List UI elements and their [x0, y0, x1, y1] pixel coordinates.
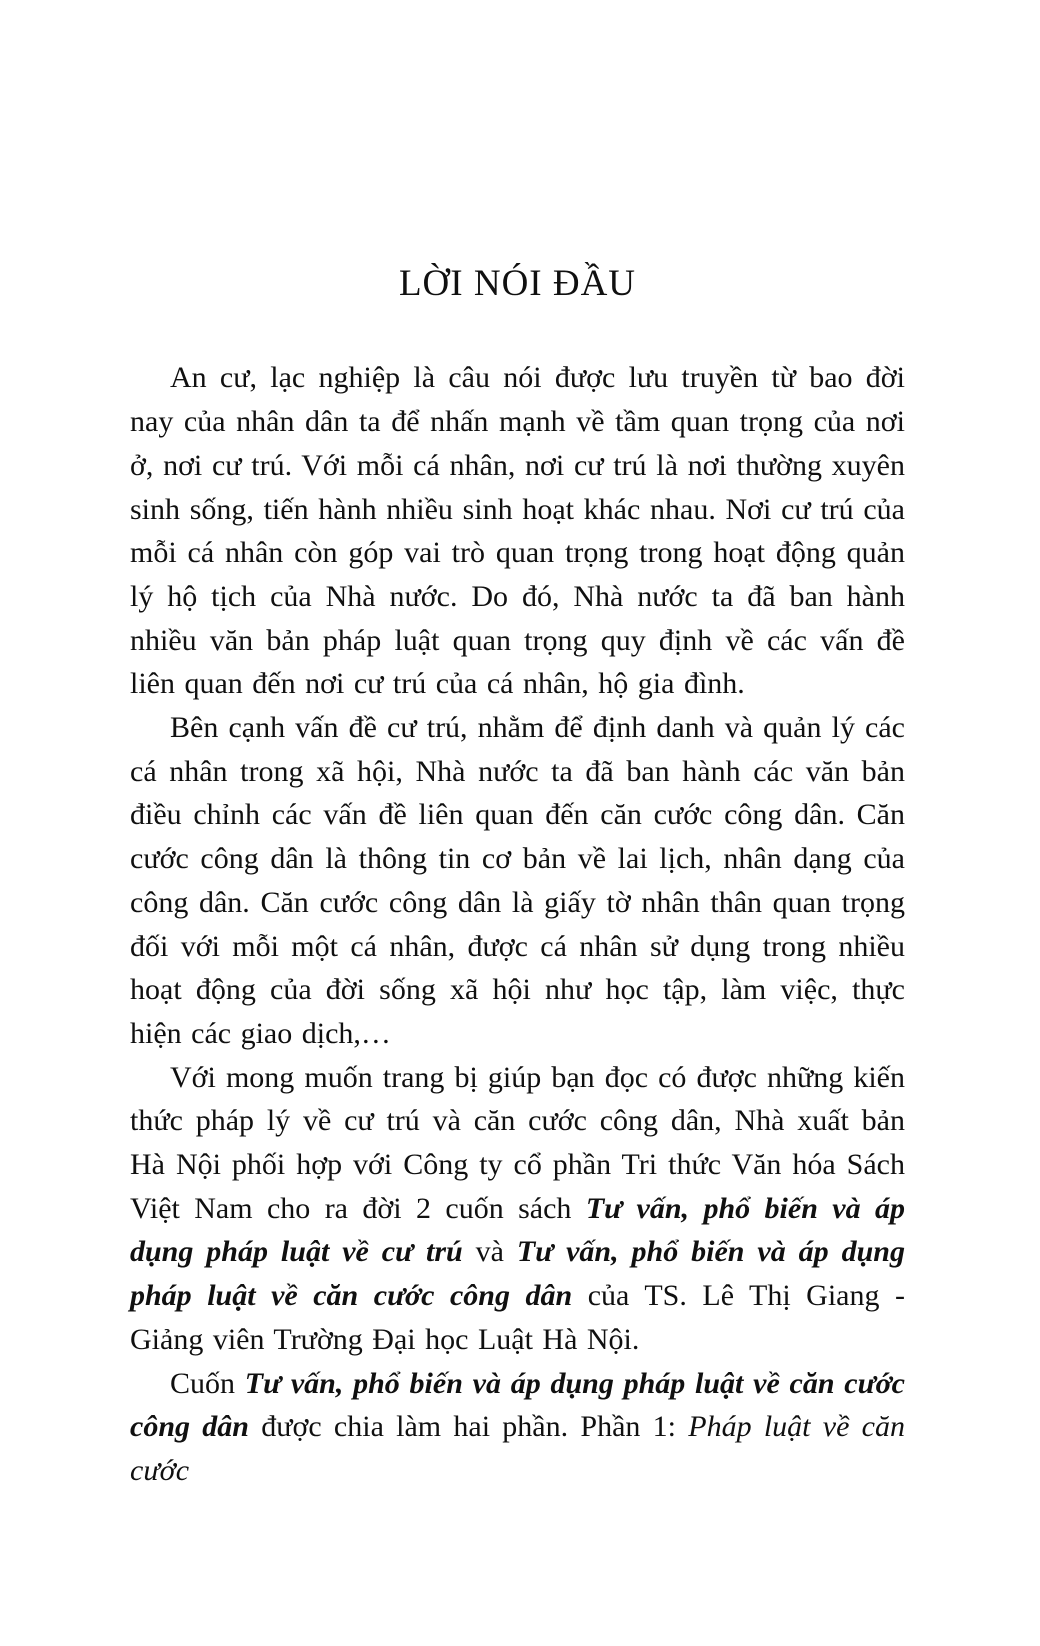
text-run: Bên cạnh vấn đề cư trú, nhằm để định danh và quản lý các cá nhân trong xã hội, Nhà nước ta đã ban hành các văn bản điều chỉnh các vấn đề liên quan đến căn cước công dân. Căn cước công dân là thông tin cơ bản về lai lịch, nhân dạng của công dân. Căn cước công dân là giấy tờ nhân thân quan trọng đối với mỗi một cá nhân, được cá nhân sử dụng trong nhiều hoạt động của đời sống xã hội như học tập, làm việc, thực hiện các giao dịch,…: [130, 711, 905, 1050]
text-run: được chia làm hai phần. Phần 1:: [248, 1410, 689, 1444]
text-run: Tư vấn, phổ biến và áp dụng pháp luật về cư trú: [130, 1191, 905, 1269]
paragraph: [130, 356, 905, 706]
page-title: LỜI NÓI ĐẦU: [398, 263, 637, 304]
text-run: Tư vấn, phổ biến và áp dụng pháp luật về căn cước công dân: [130, 1366, 905, 1444]
text-run: Với mong muốn trang bị giúp bạn đọc có được những kiến thức pháp lý về cư trú và căn cước công dân, Nhà xuất bản Hà Nội phối hợp với Công ty cổ phần Tri thức Văn hóa Sách Việt Nam cho ra đời 2 cuốn sách: [130, 1060, 905, 1225]
paragraph: [130, 1056, 905, 1362]
paragraph: [130, 706, 905, 1056]
text-run: và: [462, 1235, 517, 1269]
text-run: Tư vấn, phổ biến và áp dụng pháp luật về căn cước công dân: [130, 1235, 905, 1313]
foreword-body: [130, 356, 905, 1492]
text-run: Cuốn: [170, 1366, 245, 1400]
text-run: của TS. Lê Thị Giang - Giảng viên Trường Đại học Luật Hà Nội.: [130, 1279, 905, 1356]
paragraph: [130, 1362, 905, 1493]
text-run: An cư, lạc nghiệp là câu nói được lưu truyền từ bao đời nay của nhân dân ta để nhấn mạnh về tầm quan trọng của nơi ở, nơi cư trú. Với mỗi cá nhân, nơi cư trú là nơi thường xuyên sinh sống, tiến hành nhiều sinh hoạt khác nhau. Nơi cư trú của mỗi cá nhân còn góp vai trò quan trọng trong hoạt động quản lý hộ tịch của Nhà nước. Do đó, Nhà nước ta đã ban hành nhiều văn bản pháp luật quan trọng quy định về các vấn đề liên quan đến nơi cư trú của cá nhân, hộ gia đình.: [130, 361, 905, 701]
text-run: Pháp luật về căn cước: [130, 1410, 905, 1487]
